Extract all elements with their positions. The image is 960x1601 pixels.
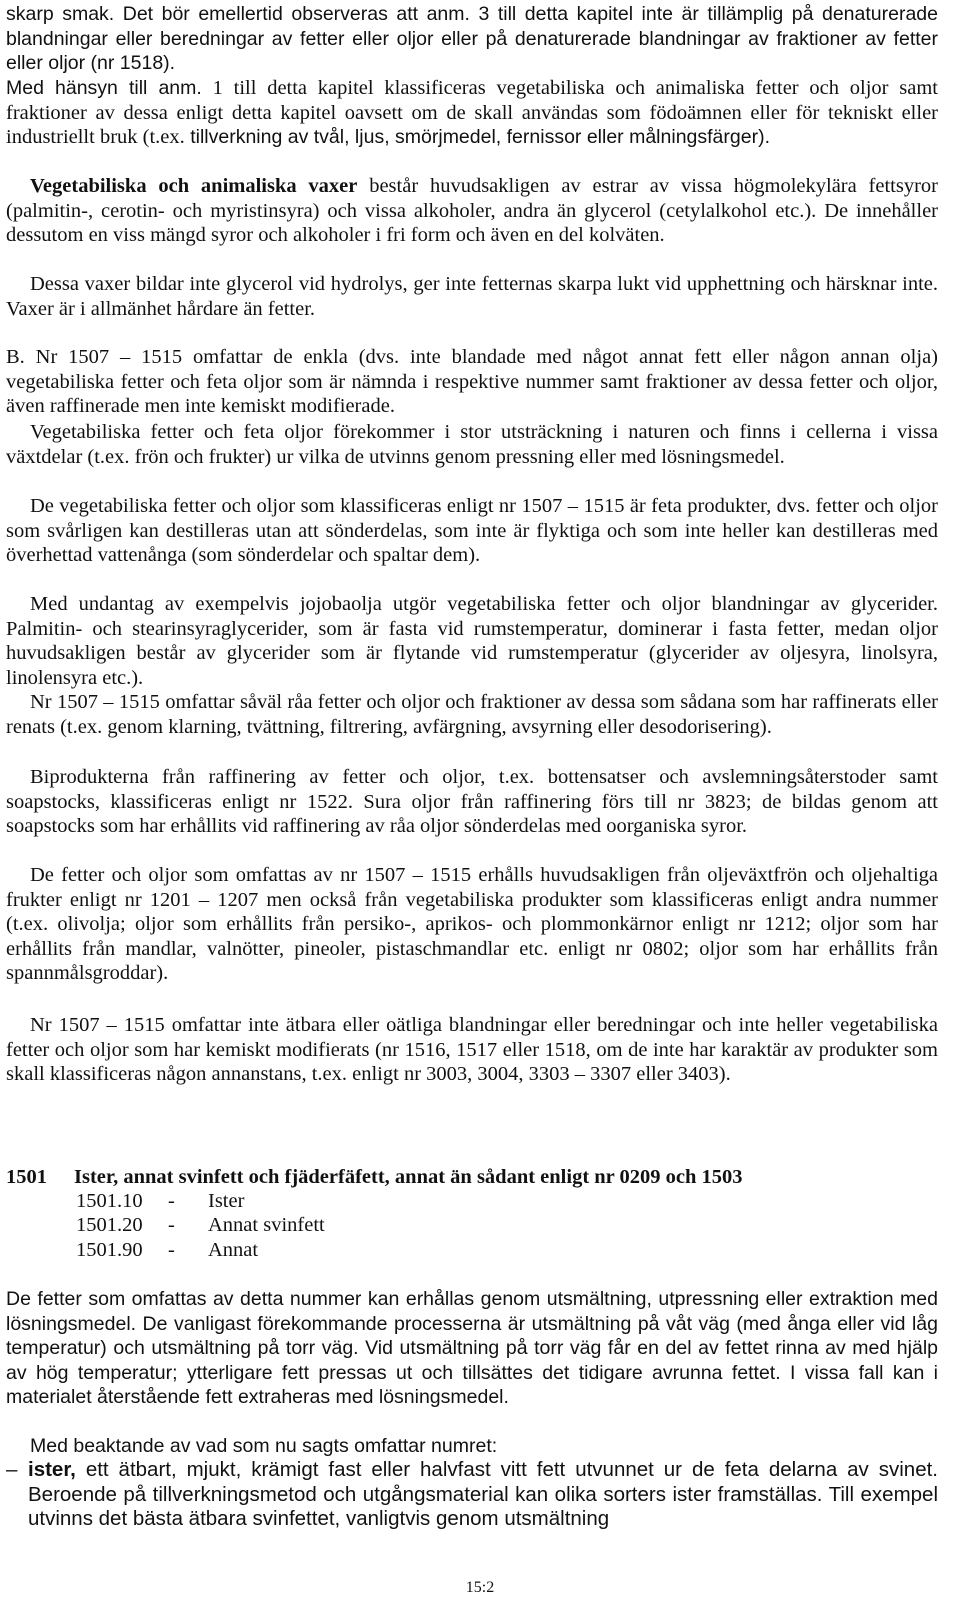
subheading-code: 1501.90: [76, 1239, 143, 1261]
paragraph-text: Dessa vaxer bildar inte glycerol vid hydrolys, ger inte fetternas skarpa lukt vid upphettning och härsknar inte. Vaxer är i allmänhet hårdare än fetter.: [6, 273, 938, 320]
subheading-label: Ister: [208, 1190, 245, 1212]
paragraph-oil-sources: [6, 863, 938, 986]
paragraph-intro: [6, 2, 938, 76]
paragraph-refined-oils: [6, 690, 938, 739]
bold-term: Vegetabiliska och animaliska vaxer: [30, 175, 358, 197]
paragraph-text: Nr 1507 – 1515 omfattar inte ätbara eller oätliga blandningar eller beredningar och inte heller vegetabiliska fetter och oljor som har kemiskt modifierats (nr 1516, 1517 eller 1518, om de inte har karaktär av produkter som skall klassificeras någon annanstans, t.ex. enligt nr 3003, 3004, 3303 – 3307 eller 3403).: [6, 1014, 938, 1085]
paragraph-scope-intro: [6, 1434, 938, 1459]
heading-1501: [6, 1165, 956, 1190]
subheading-dash: -: [168, 1214, 175, 1236]
paragraph-byproducts: [6, 765, 938, 839]
paragraph-text: Nr 1507 – 1515 omfattar såväl råa fetter och oljor och fraktioner av dessa som sådana som har raffinerats eller renats (t.ex. genom klarning, tvättning, filtrering, avfärgning, avsyrning eller desodorisering).: [6, 691, 938, 738]
paragraph-rendering: [6, 1287, 938, 1410]
dash-bullet-icon: –: [6, 1458, 18, 1481]
subheading-code: 1501.20: [76, 1214, 143, 1236]
heading-number: 1501: [6, 1166, 47, 1188]
heading-title: Ister, annat svinfett och fjäderfäfett, annat än sådant enligt nr 0209 och 1503: [74, 1166, 743, 1188]
page-number: 15:2: [465, 1579, 495, 1596]
paragraph-glycerides: [6, 592, 938, 690]
paragraph-waxes: [6, 174, 938, 248]
subheading-dash: -: [168, 1190, 175, 1212]
subheading-row: [76, 1238, 258, 1263]
subheading-row: [76, 1189, 244, 1214]
list-item-body: [28, 1458, 938, 1532]
paragraph-classification: [6, 76, 938, 150]
paragraph-text: 1 till detta kapitel klassificeras vegetabiliska och animaliska fetter och oljor samt fraktioner av dessa enligt detta kapitel oavsett om de skall användas som födoämnen eller för tekniskt eller industriellt bruk (t.ex.: [6, 77, 938, 148]
subheading-code: 1501.10: [76, 1190, 143, 1212]
paragraph-text: består huvudsakligen av estrar av vissa högmolekylära fettsyror (palmitin-, cerotin- och myristinsyra) och vissa alkoholer, andra än glycerol (cetylalkohol etc.). De innehåller dessutom en viss mängd syror och alkoholer i fri form och även en del kolväten.: [6, 175, 938, 246]
paragraph-text: B. Nr 1507 – 1515 omfattar de enkla (dvs. inte blandade med något annat fett eller någon annan olja) vegetabiliska fetter och feta oljor som är nämnda i respektive nummer samt fraktioner av dessa fetter och oljor, även raffinerade men inte kemiskt modifierade.: [6, 346, 938, 417]
subheading-label: Annat svinfett: [208, 1214, 325, 1236]
paragraph-text: Med beaktande av vad som nu sagts omfattar numret:: [30, 1435, 498, 1457]
list-item-ister: [6, 1458, 938, 1532]
paragraph-text: De fetter och oljor som omfattas av nr 1507 – 1515 erhålls huvudsakligen från oljeväxtfrön och oljehaltiga frukter enligt nr 1201 – 1207 men också från vegetabiliska produkter som klassificeras enligt andra nummer (t.ex. olivolja; oljor som erhållits från persiko-, aprikos- och plommonkärnor enligt nr 1212; oljor som har erhållits från mandlar, valnötter, pineoler, pistaschmandlar etc. enligt nr 0802; oljor som har erhållits från spannmålsgroddar).: [6, 864, 938, 984]
subheading-row: [76, 1213, 325, 1238]
paragraph-waxes-hydrolysis: [6, 272, 938, 321]
paragraph-exclusions: [6, 1013, 938, 1087]
subheading-dash: -: [168, 1239, 175, 1261]
bold-term: ister,: [28, 1458, 76, 1481]
paragraph-vegetable-fats: [6, 420, 938, 469]
paragraph-text: skarp smak. Det bör emellertid observeras att anm. 3 till detta kapitel inte är tillämplig på denaturerade blandningar eller beredningar av fetter eller oljor eller på denaturerade blandningar av fraktioner av fetter eller oljor (nr 1518).: [6, 3, 938, 74]
paragraph-text: Med undantag av exempelvis jojobaolja utgör vegetabiliska fetter och oljor blandningar av glycerider. Palmitin- och stearinsyraglycerider, som är fasta vid rumstemperatur, dominerar i fasta fetter, medan oljor huvudsakligen består av glycerider som är flytande vid rumstemperatur (glycerider av oljesyra, linolsyra, linolensyra etc.).: [6, 593, 938, 689]
paragraph-lead-text: Med hänsyn till anm.: [6, 77, 202, 99]
subheading-label: Annat: [208, 1239, 259, 1261]
paragraph-text: De vegetabiliska fetter och oljor som klassificeras enligt nr 1507 – 1515 är feta produkter, dvs. fetter och oljor som svårligen kan destilleras utan att sönderdelas, som inte är flyktiga och som inte heller kan destilleras med överhettad vattenånga (som sönderdelar och spaltar dem).: [6, 495, 938, 566]
paragraph-text: Biprodukterna från raffinering av fetter och oljor, t.ex. bottensatser och avslemningsåterstoder samt soapstocks, klassificeras enligt nr 1522. Sura oljor från raffinering förs till nr 3823; de bildas genom att soapstocks som har erhållits vid raffinering av råa oljor sönderdelas med oorganiska syror.: [6, 766, 938, 837]
list-item-text: ett ätbart, mjukt, krämigt fast eller halvfast vitt fett utvunnet ur de feta delarna av svinet. Beroende på tillverkningsmetod och utgångsmaterial kan olika sorters ister framställas. Till exempel utvinns det bästa ätbara svinfettet, vanligtvis genom utsmältning: [28, 1458, 938, 1530]
paragraph-text: Vegetabiliska fetter och feta oljor förekommer i stor utsträckning i naturen och finns i cellerna i vissa växtdelar (t.ex. frön och frukter) ur vilka de utvinns genom pressning eller med lösningsmedel.: [6, 421, 938, 468]
paragraph-section-b: [6, 345, 938, 419]
paragraph-text: De fetter som omfattas av detta nummer kan erhållas genom utsmältning, utpressning eller extraktion med lösningsmedel. De vanligast förekommande processerna är utsmältning på våt väg (med ånga eller vid låg temperatur) och utsmältning på torr väg. Vid utsmältning på torr väg får en del av fettet rinna av med hjälp av hög temperatur; ytterligare fett pressas ut och tillsättes det tidigare avrunna fettet. I vissa fall kan i materialet återstående fett extraheras med lösningsmedel.: [6, 1288, 938, 1408]
paragraph-tail-text: tillverkning av tvål, ljus, smörjmedel, fernissor eller målningsfärger).: [184, 126, 770, 148]
paragraph-fat-products: [6, 494, 938, 568]
